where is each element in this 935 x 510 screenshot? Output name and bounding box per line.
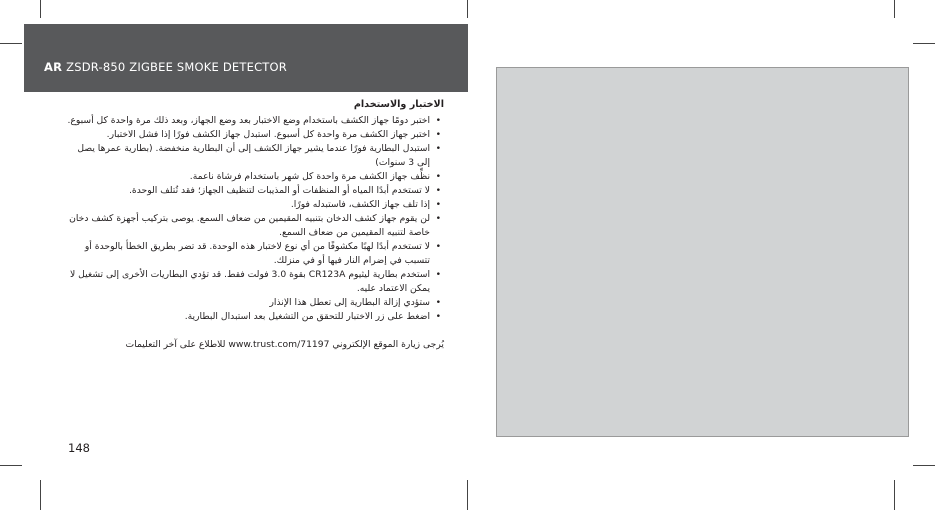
page-title: [44, 60, 287, 74]
crop-mark: [40, 480, 41, 510]
crop-mark: [913, 43, 935, 44]
crop-mark: [894, 480, 895, 510]
list-item: • نظِّف جهاز الكشف مرة واحدة كل شهر باستخدام فرشاة ناعمة.: [64, 170, 430, 184]
crop-mark: [467, 0, 468, 18]
list-item: • إذا تلف جهاز الكشف، فاستبدله فورًا.: [64, 198, 430, 212]
page-number: 148: [68, 441, 90, 455]
crop-mark: [0, 43, 22, 44]
list-item: • اختبر جهاز الكشف مرة واحدة كل أسبوع. استبدل جهاز الكشف فورًا إذا فشل الاختبار.: [64, 128, 430, 142]
list-item: • استبدل البطارية فورًا عندما يشير جهاز الكشف إلى أن البطارية منخفضة. (بطارية عمرها يصل إلى 3 سنوات): [64, 142, 430, 170]
list-item: • لا تستخدم أبدًا لهبًا مكشوفًا من أي نوع لاختبار هذه الوحدة. قد تضر بطريق الخطأ بالوحدة أو تتسبب في إضرام النار فيها أو في منزلك.: [64, 240, 430, 268]
list-item: • لا تستخدم أبدًا المياه أو المنظفات أو المذيبات لتنظيف الجهاز؛ فقد تُتلف الوحدة.: [64, 184, 430, 198]
image-placeholder-panel: [496, 67, 909, 437]
list-item: • اختبر دومًا جهاز الكشف باستخدام وضع الاختبار بعد وضع الجهاز، وبعد ذلك مرة واحدة كل أسبوع.: [64, 114, 430, 128]
list-item: • لن يقوم جهاز كشف الدخان بتنبيه المقيمين من ضعاف السمع. يوصى بتركيب أجهزة كشف دخان خاصة لتنبيه المقيمين من ضعاف السمع.: [64, 212, 430, 240]
crop-mark: [0, 465, 22, 466]
crop-mark: [894, 0, 895, 18]
crop-mark: [40, 0, 41, 18]
list-item: • ستؤدي إزالة البطارية إلى تعطل هذا الإنذار: [64, 296, 430, 310]
list-item: • اضغط على زر الاختبار للتحقق من التشغيل بعد استبدال البطارية.: [64, 310, 430, 324]
crop-mark: [467, 480, 468, 510]
section-heading: الاختبار والاستخدام: [353, 99, 444, 110]
website-note: يُرجى زيارة الموقع الإلكتروني www.trust.com/71197 للاطلاع على آخر التعليمات: [125, 339, 444, 350]
product-title: ZSDR-850 ZIGBEE SMOKE DETECTOR: [66, 60, 287, 74]
header-bar: [24, 24, 468, 92]
brand-label: AR: [44, 60, 63, 74]
instructions-section: [64, 98, 444, 361]
list-item: • استخدم بطارية ليثيوم CR123A بقوة 3.0 فولت فقط. قد تؤدي البطاريات الأخرى إلى تشغيل لا يمكن الاعتماد عليه.: [64, 268, 430, 296]
instruction-list: [64, 114, 444, 324]
crop-mark: [913, 465, 935, 466]
